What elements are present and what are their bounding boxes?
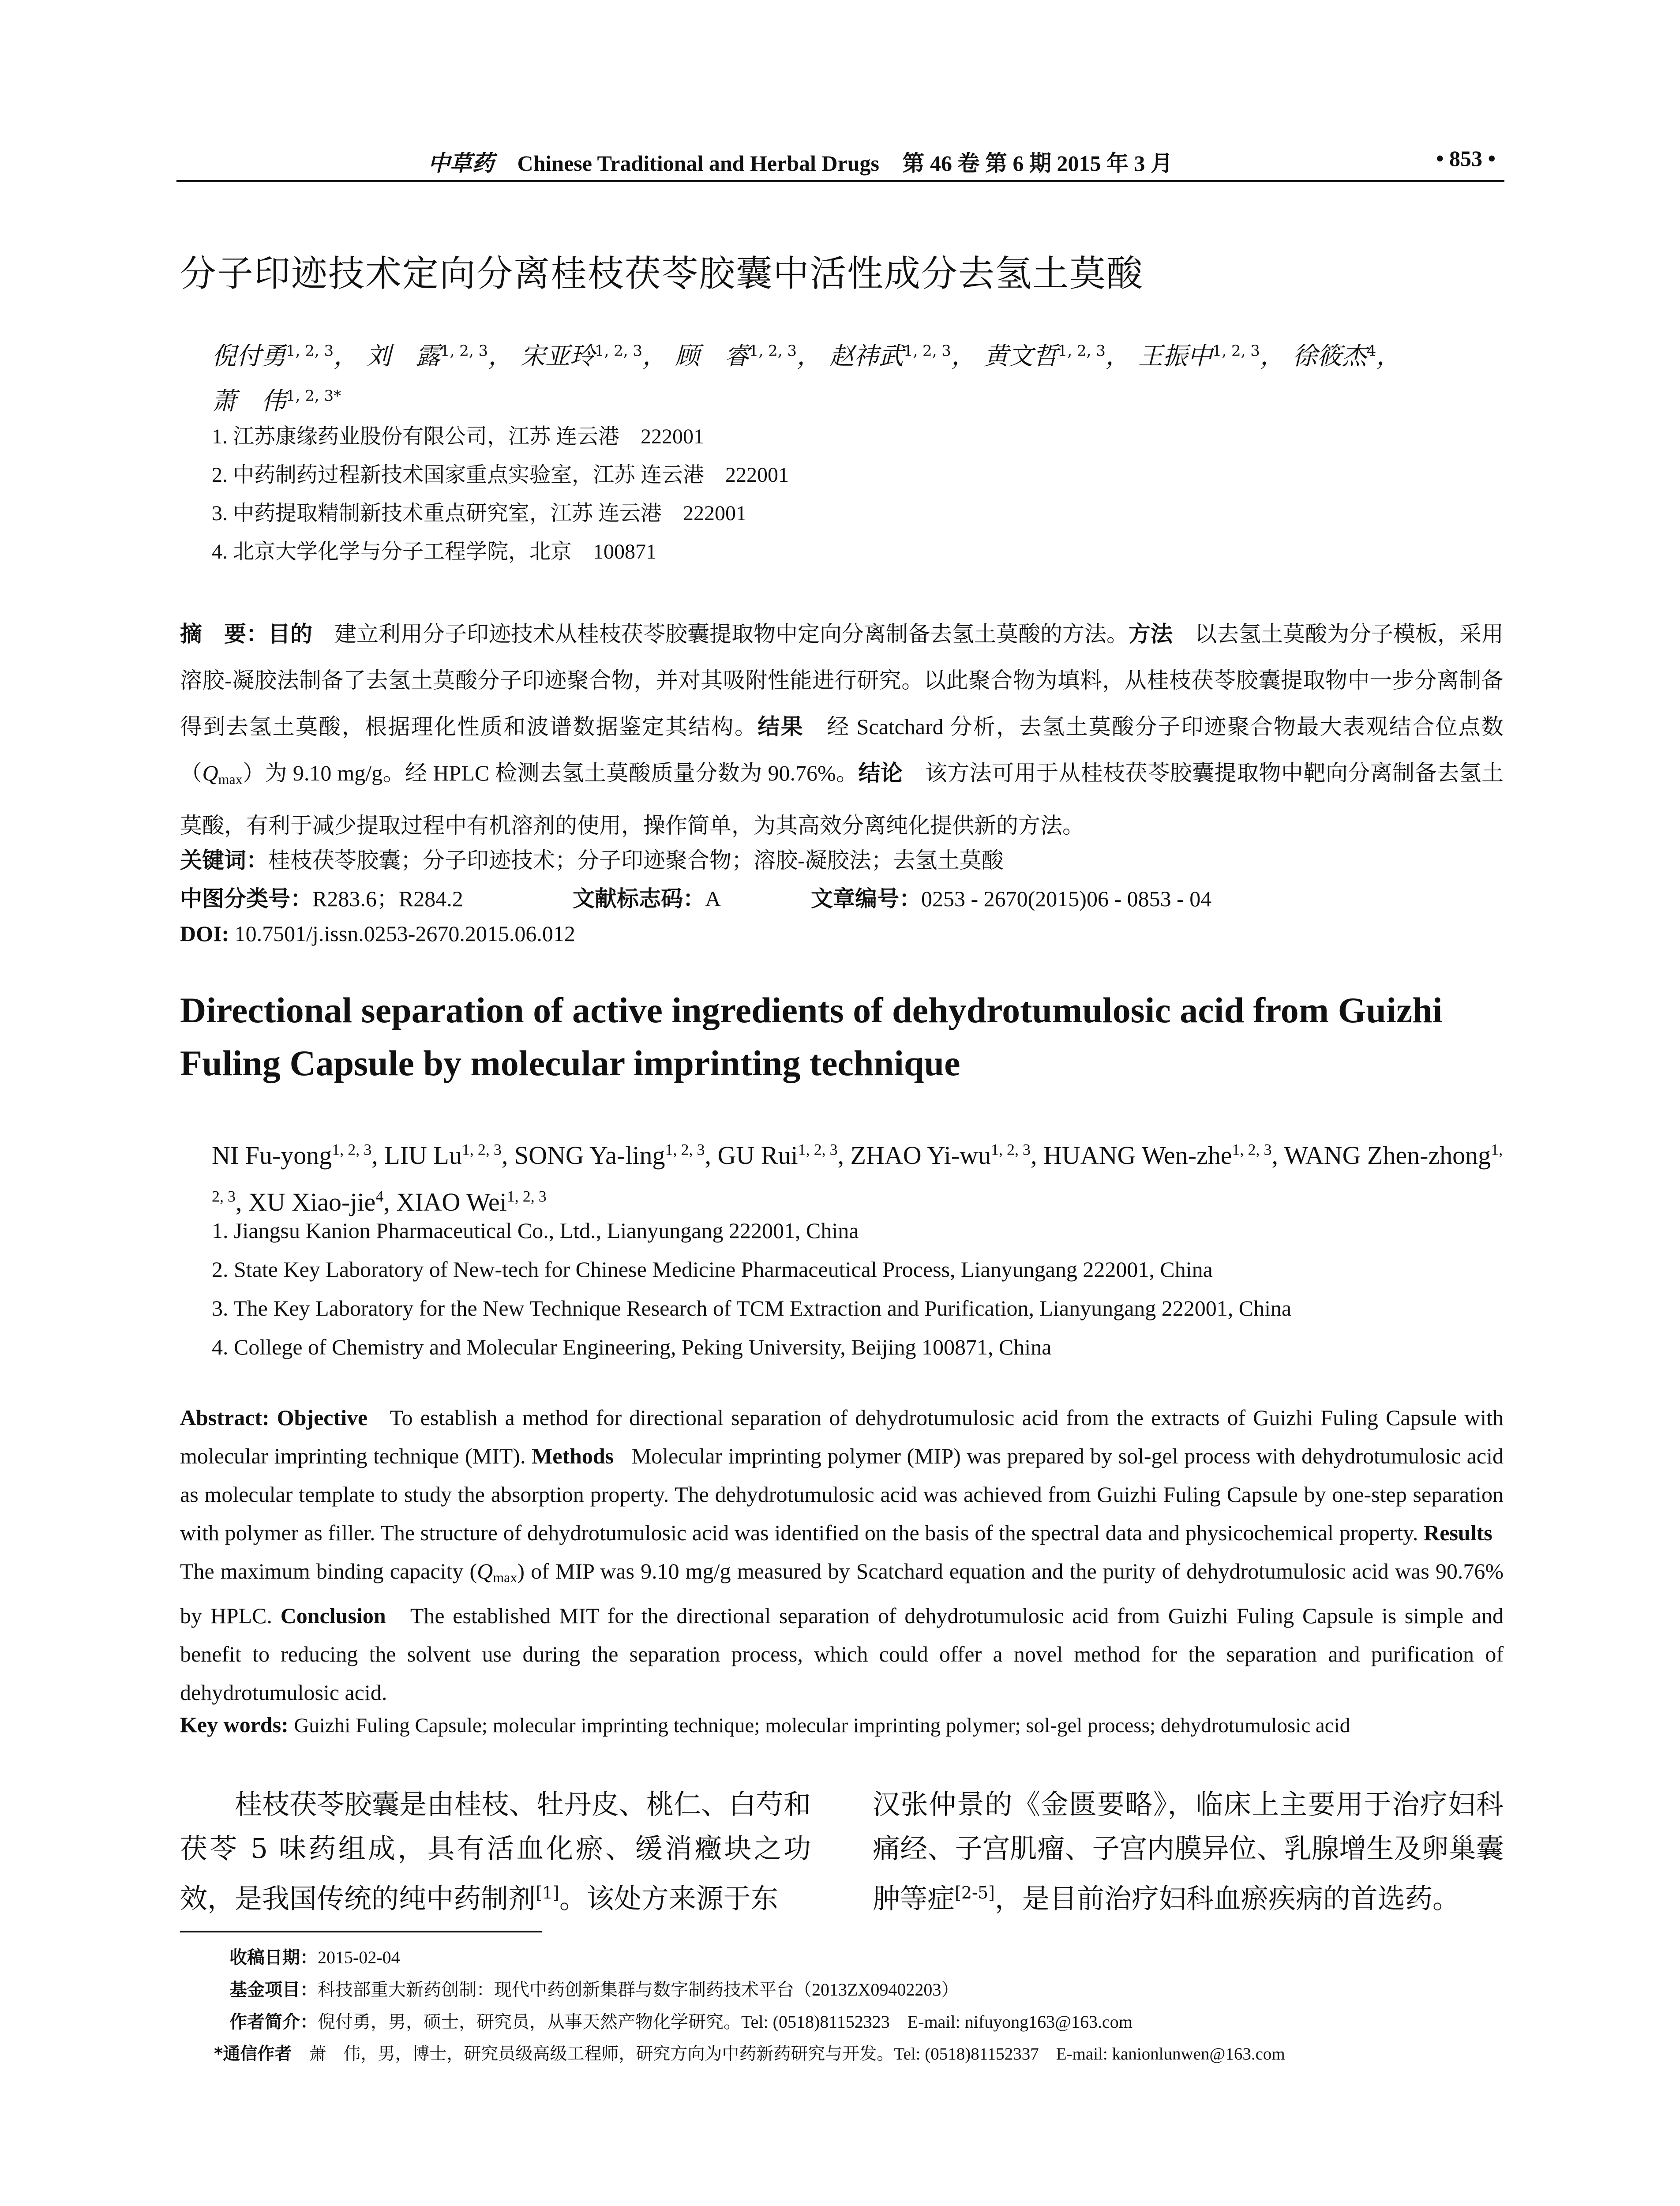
en-author — [384, 1141, 514, 1170]
affiliation-cn-3: 3. 中药提取精制新技术重点研究室，江苏 连云港 222001 — [212, 502, 747, 525]
cn-author-separator: ， — [1376, 341, 1401, 371]
cn-author-name: 刘 露 — [366, 341, 440, 371]
cn-author-name: 宋亚玲 — [520, 341, 595, 371]
cn-author — [1293, 342, 1401, 371]
en-author-affiliation-mark: 1, 2, 3 — [1232, 1141, 1272, 1159]
conclusion-en: The established MIT for the directional separation of dehydrotumulosic acid from Guizhi Fuling Capsule is simple and benefit to reducing the solvent use during the separation process, which could offer a novel method for the separation and purification of dehydrotumulosic acid. — [180, 1603, 1504, 1705]
en-author-name: WANG Zhen-zhong — [1284, 1141, 1491, 1170]
cn-author-name: 王振中 — [1138, 341, 1212, 371]
en-author-name: ZHAO Yi-wu — [850, 1141, 991, 1170]
en-author-affiliation-mark: 1, 2, 3 — [332, 1141, 372, 1159]
cn-author — [212, 387, 341, 416]
cn-author-separator: ， — [1260, 341, 1285, 371]
objective-en: To establish a method for directional separation of dehydrotumulosic acid from the extracts of Guizhi Fuling Capsule with molecular imprinting technique (MIT). — [180, 1405, 1504, 1468]
authors-en — [212, 1129, 1504, 1223]
results-en-a: The maximum binding capacity ( — [180, 1559, 477, 1583]
clc-label: 中图分类号： — [180, 886, 312, 912]
body-left-text-b: 。该处方来源于东 — [559, 1882, 778, 1915]
authors-cn — [212, 331, 1504, 421]
affiliation-cn-2: 2. 中药制药过程新技术国家重点实验室，江苏 连云港 222001 — [212, 463, 789, 487]
cn-author-affiliation-mark: 1, 2, 3* — [286, 387, 341, 405]
objective-cn-label: 目的 — [268, 621, 312, 647]
footnote-received-text: 2015-02-04 — [318, 1947, 400, 1967]
affiliation-en-1: 1. Jiangsu Kanion Pharmaceutical Co., Ltd., Lianyungang 222001, China — [212, 1218, 859, 1243]
cn-author-separator: ， — [797, 341, 821, 371]
clc-value: R283.6；R284.2 — [312, 886, 463, 911]
keywords-en — [180, 1712, 1504, 1737]
cn-author — [521, 342, 667, 371]
affiliation-cn-1: 1. 江苏康缘药业股份有限公司，江苏 连云港 222001 — [212, 425, 705, 448]
en-author — [248, 1188, 396, 1216]
q-sub-cn: max — [218, 771, 243, 787]
keywords-cn — [180, 843, 1004, 874]
cn-author-affiliation-mark: 1, 2, 3 — [1058, 342, 1106, 360]
footnote-author-bio-label: 作者简介： — [229, 2012, 318, 2032]
en-author-name: GU Rui — [717, 1141, 798, 1170]
footnote-funding-text: 科技部重大新药创制：现代中药创新集群与数字制药技术平台（2013ZX09402203） — [318, 1980, 959, 2000]
results-cn-label: 结果 — [758, 714, 804, 739]
footnote-funding — [229, 1976, 959, 2001]
body-right-ref: [2-5] — [955, 1883, 995, 1902]
footnote-corresponding-text: 萧 伟，男，博士，研究员级高级工程师，研究方向为中药新药研究与开发。Tel: (0518)81152337 E-mail: kanionlunwen@163.com — [292, 2045, 1285, 2063]
keywords-cn-text: 桂枝茯苓胶囊；分子印迹技术；分子印迹聚合物；溶胶-凝胶法；去氢土莫酸 — [268, 848, 1004, 873]
article-number-label: 文章编号： — [811, 886, 921, 912]
en-author-name: XU Xiao-jie — [248, 1187, 376, 1216]
footnote-received — [229, 1943, 400, 1969]
results-en-b: ) of MIP was 9.10 mg/g measured by Scatchard equation and the purity of dehydrotumulosic acid was 90.76% by HPLC. — [180, 1559, 1504, 1628]
objective-cn: 建立利用分子印迹技术从桂枝茯苓胶囊提取物中定向分离制备去氢土莫酸的方法。 — [334, 622, 1129, 646]
en-author-affiliation-mark: 4 — [375, 1187, 384, 1205]
cn-author — [829, 342, 976, 371]
doi-value[interactable]: 10.7501/j.issn.0253-2670.2015.06.012 — [234, 921, 575, 946]
en-author — [717, 1141, 850, 1170]
keywords-en-text: Guizhi Fuling Capsule; molecular imprinting technique; molecular imprinting polymer; sol-gel process; dehydrotumulosic acid — [294, 1714, 1350, 1737]
doc-code-value: A — [705, 886, 721, 911]
affiliation-en-4: 4. College of Chemistry and Molecular Engineering, Peking University, Beijing 100871, China — [212, 1335, 1052, 1359]
body-right-text-b: ，是目前治疗妇科血瘀疾病的首选药。 — [994, 1882, 1460, 1915]
cn-author-name: 赵祎武 — [829, 341, 904, 371]
abstract-en — [180, 1399, 1504, 1712]
body-right-text-a: 汉张仲景的《金匮要略》，临床上主要用于治疗妇科痛经、子宫肌瘤、子宫内膜异位、乳腺增生及卵巢囊肿等症 — [873, 1788, 1504, 1915]
keywords-cn-label: 关键词： — [180, 848, 268, 873]
en-author-name: NI Fu-yong — [212, 1141, 332, 1170]
running-header — [176, 140, 1504, 182]
affiliation-en-3: 3. The Key Laboratory for the New Technique Research of TCM Extraction and Purification, Lianyungang 222001, China — [212, 1296, 1292, 1321]
article-number-value: 0253 - 2670(2015)06 - 0853 - 04 — [921, 886, 1212, 911]
affiliation-en-2: 2. State Key Laboratory of New-tech for Chinese Medicine Pharmaceutical Process, Lianyungang 222001, China — [212, 1257, 1213, 1282]
cn-author-affiliation-mark: 1, 2, 3 — [594, 342, 643, 360]
cn-author — [984, 342, 1130, 371]
en-author-name: HUANG Wen-zhe — [1043, 1141, 1232, 1170]
cn-author-separator: ， — [1105, 341, 1130, 371]
conclusion-cn: 该方法可用于从桂枝茯苓胶囊提取物中靶向分离制备去氢土莫酸，有利于减少提取过程中有机溶剂的使用，操作简单，为其高效分离纯化提供新的方法。 — [180, 761, 1504, 838]
methods-en-label: Methods — [532, 1444, 614, 1468]
en-author-affiliation-mark: 1, 2, 3 — [991, 1141, 1031, 1159]
cn-author-separator: ， — [951, 341, 976, 371]
en-author-separator: , — [1031, 1141, 1043, 1170]
footnote-rule — [180, 1931, 542, 1932]
footnote-corresponding-label: *通信作者 — [214, 2044, 292, 2064]
cn-author-affiliation-mark: 1, 2, 3 — [440, 342, 488, 360]
doi-label: DOI: — [180, 921, 229, 946]
en-author-separator: , — [837, 1141, 851, 1170]
issue-info: 第 46 卷 第 6 期 2015 年 3 月 — [902, 151, 1173, 176]
affiliation-cn-4: 4. 北京大学化学与分子工程学院，北京 100871 — [212, 540, 657, 563]
doi-line — [180, 921, 575, 946]
cn-author — [675, 342, 821, 371]
cn-author-affiliation-mark: 1, 2, 3 — [903, 342, 951, 360]
journal-name-cn: 中草药 — [428, 150, 494, 176]
en-author-name: SONG Ya-ling — [514, 1141, 665, 1170]
body-column-left — [180, 1782, 811, 1921]
cn-author-name: 萧 伟 — [212, 387, 286, 416]
cn-author-name: 徐筱杰 — [1292, 341, 1367, 371]
abstract-cn-label: 摘 要： — [180, 621, 268, 647]
cn-author-separator: ， — [488, 341, 513, 371]
en-author — [514, 1141, 718, 1170]
methods-cn-label: 方法 — [1129, 621, 1173, 647]
conclusion-cn-label: 结论 — [858, 760, 903, 786]
conclusion-en-label: Conclusion — [280, 1603, 386, 1628]
en-author — [212, 1141, 384, 1170]
en-author-affiliation-mark: 1, 2, 3 — [798, 1141, 838, 1159]
en-author — [1043, 1141, 1284, 1170]
en-author-affiliation-mark: 1, 2, 3 — [461, 1141, 502, 1159]
objective-en-label: Objective — [277, 1405, 368, 1430]
methods-cn: 以去氢土莫酸为分子模板，采用溶胶-凝胶法制备了去氢土莫酸分子印迹聚合物，并对其吸附性能进行研究。以此聚合物为填料，从桂枝茯苓胶囊提取物中一步分离制备得到去氢土莫酸，根据理化性质和波谱数据鉴定其结构。 — [180, 622, 1504, 739]
q-symbol-cn: Q — [202, 761, 218, 785]
results-cn-b: ）为 9.10 mg/g。经 HPLC 检测去氢土莫酸质量分数为 90.76%。 — [242, 761, 859, 785]
en-author-affiliation-mark: 1, 2, 3 — [665, 1141, 705, 1159]
cn-author-affiliation-mark: 1, 2, 3 — [749, 342, 797, 360]
abstract-cn — [180, 611, 1504, 849]
en-author-affiliation-mark: 1, 2, 3 — [212, 1141, 1503, 1205]
body-column-right — [873, 1782, 1504, 1921]
body-left-ref: [1] — [536, 1883, 559, 1902]
en-author-name: XIAO Wei — [396, 1187, 507, 1216]
doc-code-group — [573, 881, 721, 913]
cn-author-name: 顾 睿 — [675, 341, 749, 371]
cn-author-name: 黄文哲 — [983, 341, 1058, 371]
doc-code-label: 文献标志码： — [573, 886, 705, 912]
cn-author-name: 倪付勇 — [212, 341, 286, 371]
results-en-label: Results — [1424, 1520, 1492, 1545]
footnote-corresponding — [214, 2040, 1285, 2065]
en-author — [851, 1141, 1043, 1170]
en-author-affiliation-mark: 1, 2, 3 — [506, 1187, 547, 1205]
abstract-en-label: Abstract: — [180, 1405, 270, 1430]
footnote-funding-label: 基金项目： — [229, 1980, 318, 2000]
en-author-separator: , — [383, 1187, 397, 1216]
cn-author-affiliation-mark: 1, 2, 3 — [286, 342, 334, 360]
page-number: • 853 • — [1436, 146, 1496, 171]
footnote-author-bio — [229, 2008, 1132, 2033]
journal-line — [428, 146, 1173, 177]
en-author — [396, 1188, 546, 1216]
en-author-separator: , — [501, 1141, 514, 1170]
cn-author-affiliation-mark: 1, 2, 3 — [1212, 342, 1260, 360]
cn-author-separator: ， — [334, 341, 359, 371]
methods-en: Molecular imprinting polymer (MIP) was prepared by sol-gel process with dehydrotumulosic acid as molecular template to study the absorption property. The dehydrotumulosic acid was achieved from Guizhi Fuling Capsule by one-step separation with polymer as filler. The structure of dehydrotumulosic acid was identified on the basis of the spectral data and physicochemical property. — [180, 1444, 1504, 1545]
footnote-author-bio-text: 倪付勇，男，硕士，研究员，从事天然产物化学研究。Tel: (0518)81152323 E-mail: nifuyong163@163.com — [318, 2012, 1132, 2032]
en-author-separator: , — [1271, 1141, 1284, 1170]
en-author-separator: , — [705, 1141, 718, 1170]
clc-group — [180, 881, 463, 913]
q-sub-en: max — [493, 1569, 518, 1585]
body-left-text-a: 桂枝茯苓胶囊是由桂枝、牡丹皮、桃仁、白芍和茯苓 5 味药组成，具有活血化瘀、缓消癥块之功效，是我国传统的纯中药制剂 — [180, 1788, 811, 1915]
article-number-group — [811, 881, 1211, 913]
results-cn-a: 经 Scatchard 分析，去氢土莫酸分子印迹聚合物最大表观结合位点数（ — [180, 714, 1504, 785]
cn-author — [366, 342, 513, 371]
journal-name-en: Chinese Traditional and Herbal Drugs — [517, 151, 879, 176]
cn-author — [212, 342, 358, 371]
keywords-en-label: Key words: — [180, 1712, 289, 1737]
en-author-name: LIU Lu — [384, 1141, 462, 1170]
en-author-separator: , — [236, 1187, 248, 1216]
cn-author-separator: ， — [642, 341, 668, 371]
footnote-received-label: 收稿日期： — [229, 1947, 318, 1968]
title-cn: 分子印迹技术定向分离桂枝茯苓胶囊中活性成分去氢土莫酸 — [180, 253, 1144, 295]
title-en: Directional separation of active ingredients of dehydrotumulosic acid from Guizhi Fuling Capsule by molecular imprinting technique — [180, 990, 1443, 1083]
q-symbol-en: Q — [477, 1559, 493, 1583]
en-author-separator: , — [371, 1141, 385, 1170]
cn-author — [1138, 342, 1285, 371]
cn-author-affiliation-mark: 4 — [1366, 342, 1376, 360]
